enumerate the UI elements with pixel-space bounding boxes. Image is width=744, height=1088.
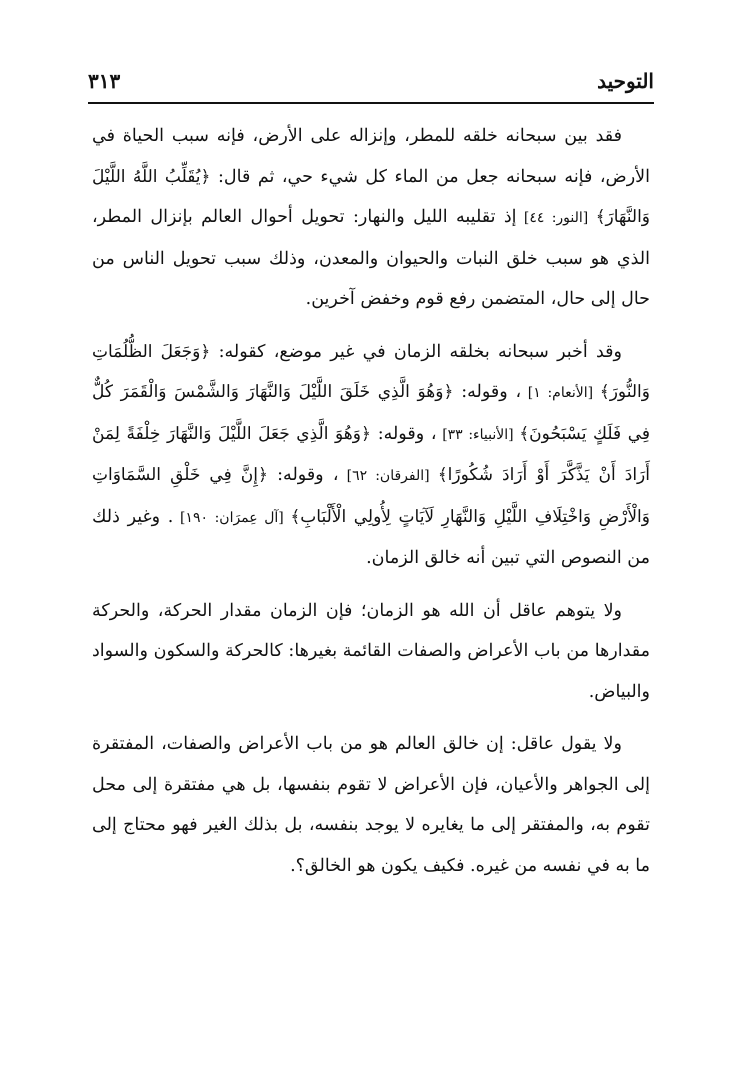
verse-reference: [النور: ٤٤] [516, 210, 596, 226]
paragraph-text: ولا يتوهم عاقل أن الله هو الزمان؛ فإن الزمان مقدار الحركة، والحركة مقدارها من باب الأعراض والصفات القائمة بغيرها: كالحركة والسكون والسواد والبياض. [92, 600, 650, 702]
quran-verse: ﴿وَهُوَ الَّذِي جَعَلَ اللَّيْلَ وَالنَّهَارَ خِلْفَةً لِمَنْ أَرَادَ أَنْ يَذَّكَّرَ أَوْ أَرَادَ شُكُورًا﴾ [92, 423, 650, 485]
verse-reference: [آل عِمرَان: ١٩٠] [173, 509, 291, 526]
paragraph [92, 332, 650, 579]
page-body [92, 116, 650, 898]
paragraph [92, 724, 650, 886]
paragraph-text: إذ تقليبه الليل والنهار: تحويل أحوال العالم بإنزال المطر، الذي هو سبب خلق النبات والحيوان والمعدن، وذلك سبب تحويل الناس من حال إلى حال، المتضمن رفع قوم وخفض آخرين. [92, 207, 650, 309]
paragraph-text: ، وقوله: [370, 423, 437, 444]
running-title: التوحيد [597, 69, 654, 93]
paragraph-text: ، وقوله: [453, 382, 522, 402]
quran-verse: ﴿وَهُوَ الَّذِي خَلَقَ اللَّيْلَ وَالنَّهَارَ وَالشَّمْسَ وَالْقَمَرَ كُلٌّ فِي فَلَكٍ يَسْبَحُونَ﴾ [92, 382, 650, 444]
verse-reference: [الأنبياء: ٣٣] [436, 426, 520, 443]
verse-reference: [الأنعام: ١] [521, 385, 600, 401]
page-number: ٣١٣ [88, 69, 121, 93]
quran-verse: ﴿يُقَلِّبُ اللَّهُ اللَّيْلَ وَالنَّهَارَ﴾ [92, 166, 651, 227]
quran-verse: ﴿وَجَعَلَ الظُّلُمَاتِ وَالنُّورَ﴾ [92, 341, 650, 402]
paragraph-text: ولا يقول عاقل: إن خالق العالم هو من باب الأعراض والصفات، المفتقرة إلى الجواهر والأعيان، فإن الأعراض لا تقوم بنفسها، بل هي مفتقرة إلى محل تقوم به، والمفتقر إلى ما يغايره لا يوجد بنفسه، بل بذلك الغير فهو محتاج إلى ما به في نفسه من غيره. فكيف يكون هو الخالق؟. [92, 734, 650, 876]
paragraph-text: فقد بين سبحانه خلقه للمطر، وإنزاله على الأرض، فإنه سبب الحياة في الأرض، فإنه سبحانه جعل من الماء كل شيء حي، ثم قال: [92, 126, 650, 187]
paragraph [92, 591, 650, 713]
verse-reference: [الفرقان: ٦٢] [338, 468, 438, 484]
paragraph-text: وقد أخبر سبحانه بخلقه الزمان في غير موضع، كقوله: [210, 341, 622, 362]
paragraph [92, 116, 650, 320]
paragraph-text: ، وقوله: [267, 465, 339, 485]
paragraph-text: . وغير ذلك من النصوص التي تبين أنه خالق الزمان. [92, 506, 650, 568]
page-header [88, 60, 654, 104]
quran-verse: ﴿إِنَّ فِي خَلْقِ السَّمَاوَاتِ وَالْأَرْضِ وَاخْتِلَافِ اللَّيْلِ وَالنَّهَارِ لَآيَاتٍ لِأُولِي الْأَلْبَابِ﴾ [92, 465, 650, 527]
